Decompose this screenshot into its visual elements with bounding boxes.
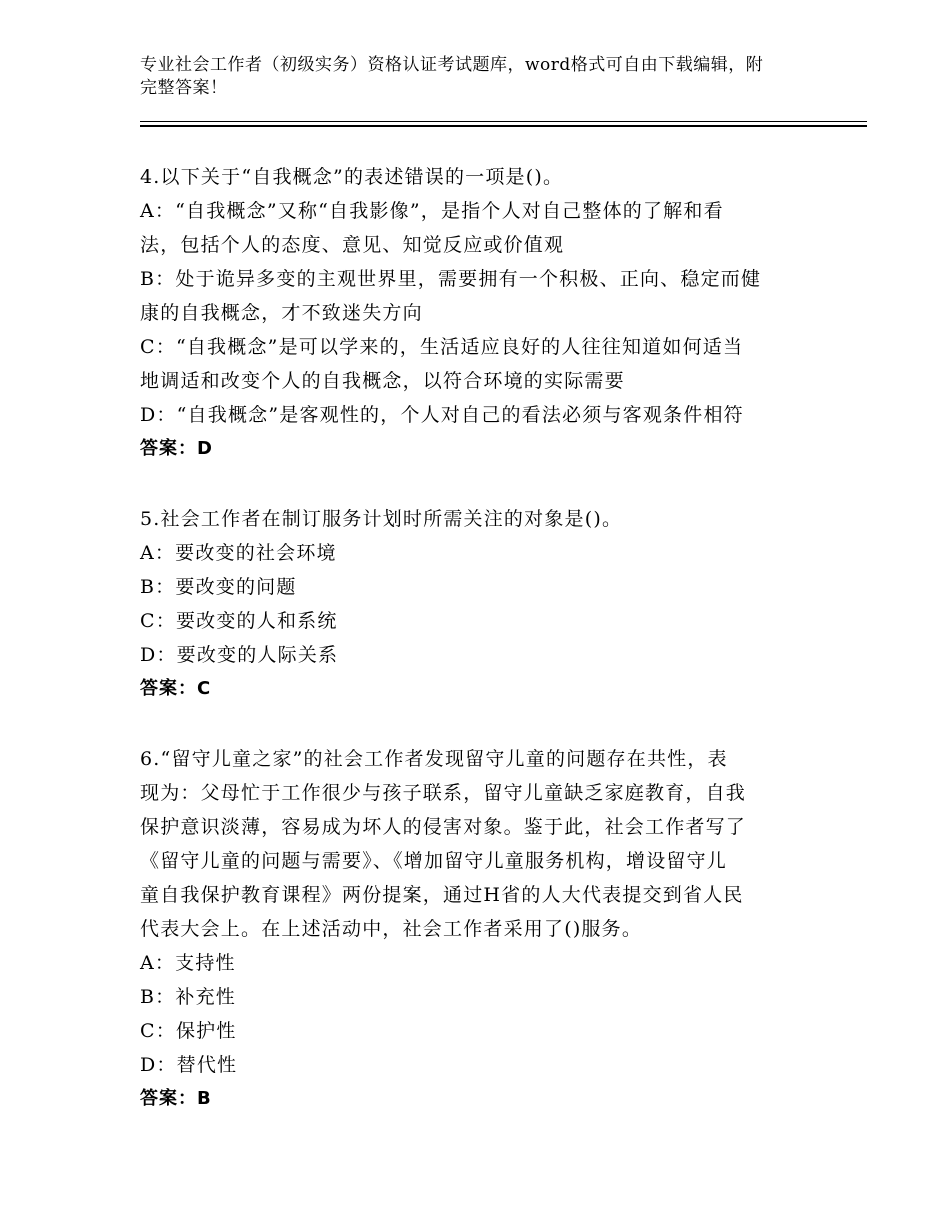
option-a: A：要改变的社会环境 [140,542,337,564]
page-header [140,54,820,100]
option-b: B：补充性 [140,986,236,1008]
answer-label: 答案：C [140,678,212,699]
question-stem: 5.社会工作者在制订服务计划时所需关注的对象是()。 [140,508,623,530]
answer-label: 答案：D [140,438,213,459]
option-c: C：“自我概念”是可以学来的，生活适应良好的人往往知道如何适当 [140,336,744,358]
option-c: C：要改变的人和系统 [140,610,338,632]
option-b: B：要改变的问题 [140,576,297,598]
option-c: C：保护性 [140,1020,237,1042]
option-a: A：支持性 [140,952,236,974]
question-stem-cont: 保护意识淡薄，容易成为坏人的侵害对象。鉴于此，社会工作者写了 [140,816,747,838]
option-a-cont: 法，包括个人的态度、意见、知觉反应或价值观 [140,234,565,256]
option-d: D：“自我概念”是客观性的，个人对自己的看法必须与客观条件相符 [140,404,744,426]
option-a: A：“自我概念”又称“自我影像”，是指个人对自己整体的了解和看 [140,200,724,222]
option-d: D：要改变的人际关系 [140,644,339,666]
question-stem-cont: 童自我保护教育课程》两份提案，通过H省的人大代表提交到省人民 [140,884,744,906]
question-stem: 4.以下关于“自我概念”的表述错误的一项是()。 [140,166,564,188]
question-6 [140,742,820,1116]
option-d: D：替代性 [140,1054,238,1076]
option-c-cont: 地调适和改变个人的自我概念，以符合环境的实际需要 [140,370,625,392]
option-b: B：处于诡异多变的主观世界里，需要拥有一个积极、正向、稳定而健 [140,268,762,290]
header-line: 完整答案！ [140,78,228,98]
question-list [140,160,820,1152]
answer-label: 答案：B [140,1088,212,1109]
question-4 [140,160,820,466]
question-stem-cont: 现为：父母忙于工作很少与孩子联系，留守儿童缺乏家庭教育，自我 [140,782,747,804]
question-stem-cont: 代表大会上。在上述活动中，社会工作者采用了()服务。 [140,918,643,940]
option-b-cont: 康的自我概念，才不致迷失方向 [140,302,423,324]
header-divider [140,121,867,127]
question-5 [140,502,820,706]
question-stem: 6.“留守儿童之家”的社会工作者发现留守儿童的问题存在共性，表 [140,748,728,770]
question-stem-cont: 《留守儿童的问题与需要》、《增加留守儿童服务机构，增设留守儿 [140,850,728,872]
header-line: 专业社会工作者（初级实务）资格认证考试题库，word格式可自由下载编辑，附 [140,55,764,75]
